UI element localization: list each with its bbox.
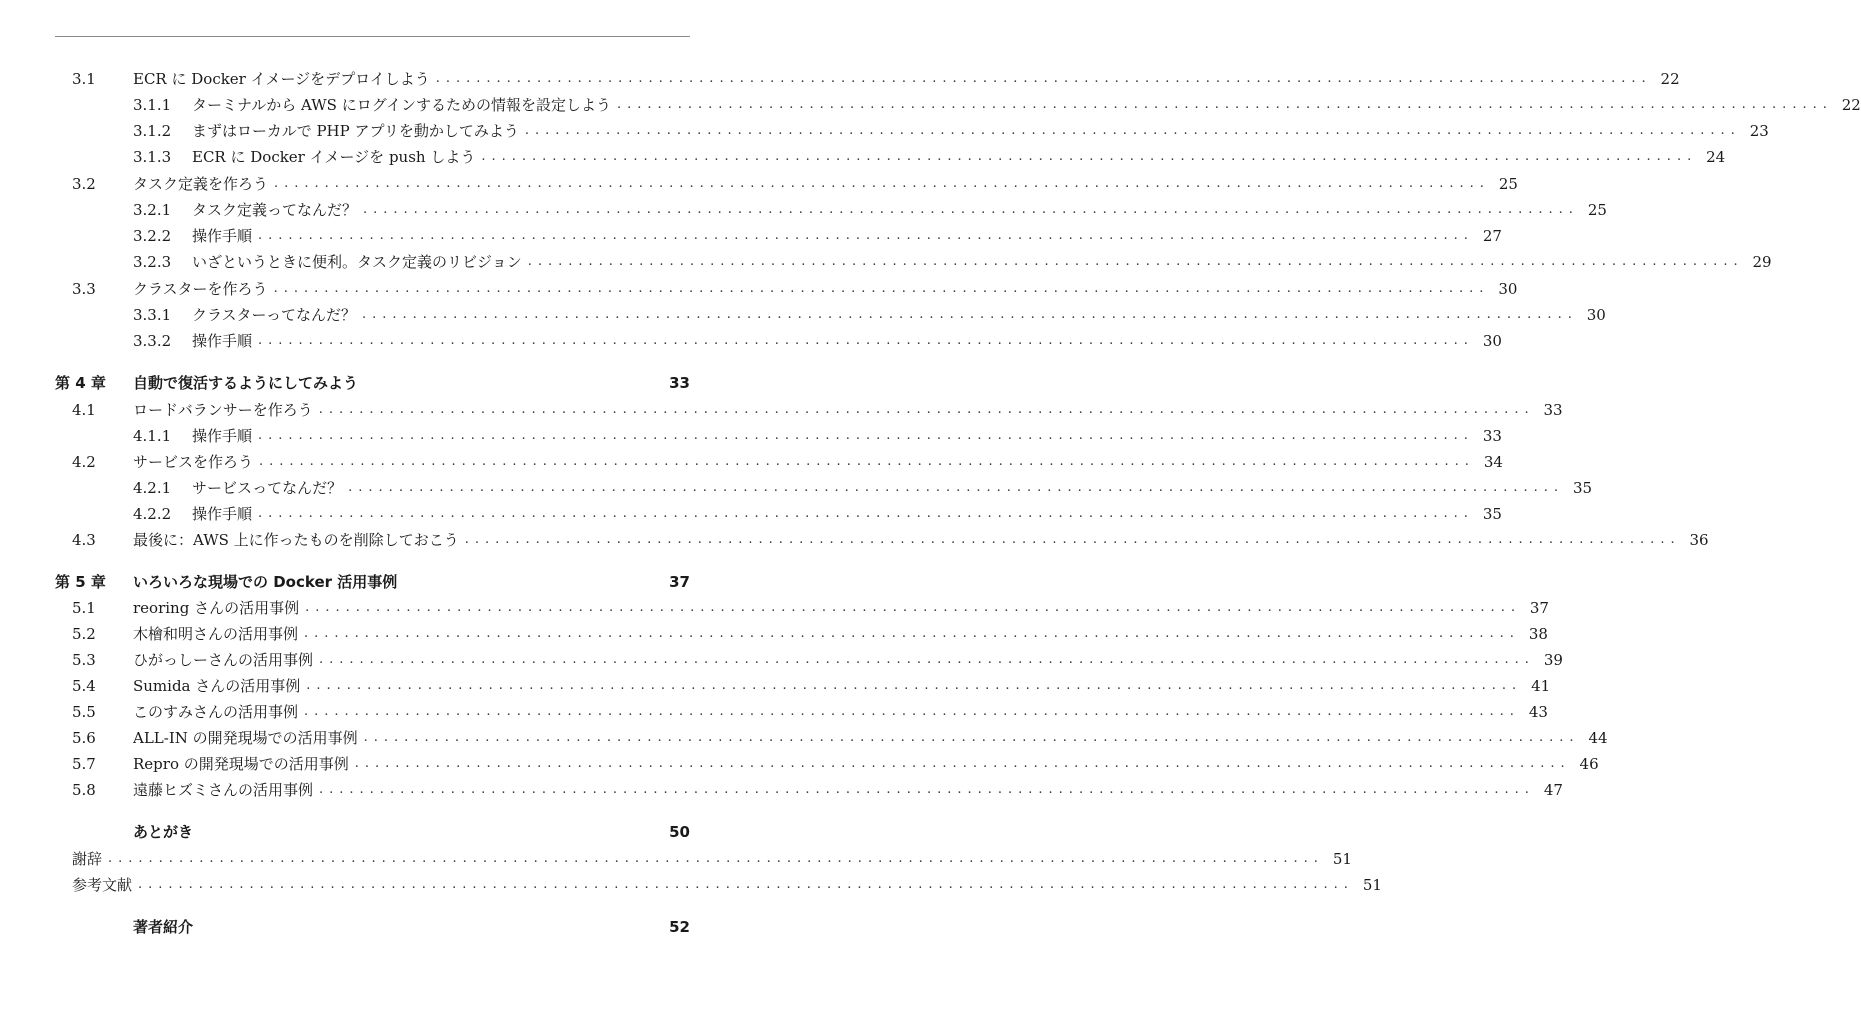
toc-number: 4.2.1 (133, 479, 172, 497)
toc-title: タスク定義ってなんだ？ (192, 201, 358, 219)
toc-page-number: 41 (1531, 677, 1551, 695)
toc-entry (55, 249, 1772, 275)
toc-page-number: 22 (1841, 96, 1861, 114)
toc-page-number: 38 (1528, 625, 1548, 643)
toc-entry (55, 777, 1563, 803)
toc-title: 参考文献 (72, 876, 133, 894)
toc-entry (55, 423, 1502, 449)
toc-page-number: 43 (1528, 703, 1548, 721)
toc-number: 5.3 (72, 651, 96, 669)
toc-leader-dots: ........................................................................................................................ (306, 678, 1523, 693)
toc-entry (55, 501, 1502, 527)
toc-page-number: 51 (1332, 850, 1352, 868)
toc-title: 謝辞 (72, 850, 103, 868)
toc-page-number: 35 (1482, 505, 1502, 523)
toc-number: 5.8 (72, 781, 96, 799)
toc-page-number: 37 (669, 573, 690, 591)
toc-number: 3.2.1 (133, 201, 172, 219)
toc-entry (55, 144, 1726, 170)
toc-title: 操作手順 (192, 332, 253, 350)
toc-entry (55, 118, 1769, 144)
toc-page-number: 50 (669, 823, 690, 841)
toc-page-number: 39 (1543, 651, 1563, 669)
toc-number: 5.7 (72, 755, 96, 773)
toc-page-number: 29 (1752, 253, 1772, 271)
toc-entry (55, 527, 1709, 553)
toc-page-number: 37 (1529, 599, 1549, 617)
toc-page-number: 36 (1689, 531, 1709, 549)
toc-page-number: 22 (1660, 70, 1680, 88)
toc-title: クラスターってなんだ？ (192, 306, 356, 324)
toc-entry (55, 449, 1503, 475)
toc-entry (55, 647, 1563, 673)
toc-title: あとがき (133, 823, 194, 841)
toc-entry (55, 171, 1518, 197)
toc-title: ひがっしーさんの活用事例 (133, 651, 314, 669)
toc-number: 4.3 (72, 531, 96, 549)
toc-entry (55, 751, 1599, 777)
toc-number: 第 4 章 (55, 374, 106, 392)
toc-number: 第 5 章 (55, 573, 106, 591)
toc-title: ECR に Docker イメージを push しよう (192, 148, 476, 166)
toc-number: 5.5 (72, 703, 96, 721)
toc-entry (55, 699, 1548, 725)
toc-leader-dots: ........................................................................................................................ (527, 254, 1744, 269)
toc-entry (55, 328, 1502, 354)
toc-page-number: 25 (1587, 201, 1607, 219)
toc-page-number: 27 (1482, 227, 1502, 245)
toc-title: まずはローカルで PHP アプリを動かしてみよう (192, 122, 519, 140)
toc-leader-dots: ........................................................................................................................ (258, 333, 1474, 348)
toc-leader-dots: ........................................................................................................................ (318, 402, 1535, 417)
toc-entry (55, 66, 1680, 92)
toc-entry (55, 673, 1551, 699)
toc-leader-dots: ........................................................................................................................ (464, 532, 1681, 547)
toc-entry (55, 846, 1352, 872)
toc-entry (55, 370, 690, 396)
toc-entry (55, 276, 1518, 302)
toc-title: タスク定義を作ろう (133, 175, 269, 193)
header-rule (55, 36, 690, 37)
toc-title: ターミナルから AWS にログインするための情報を設定しよう (192, 96, 611, 114)
toc-leader-dots: ........................................................................................................................ (616, 97, 1833, 112)
toc-number: 5.1 (72, 599, 96, 617)
toc-title: 最後に：AWS 上に作ったものを削除しておこう (133, 531, 459, 549)
toc-page-number: 35 (1572, 479, 1593, 497)
toc-title: 遠藤ヒズミさんの活用事例 (133, 781, 314, 799)
toc-title: サービスってなんだ？ (192, 479, 343, 497)
toc-number: 5.2 (72, 625, 96, 643)
toc-title: サービスを作ろう (133, 453, 254, 471)
toc-page-number: 33 (1482, 427, 1502, 445)
toc-title: reoring さんの活用事例 (133, 599, 300, 617)
toc-title: 操作手順 (192, 227, 253, 245)
toc-title: 著者紹介 (133, 918, 194, 936)
toc-number: 4.2 (72, 453, 96, 471)
toc-page-number: 47 (1543, 781, 1563, 799)
toc-number: 5.4 (72, 677, 96, 695)
toc-leader-dots: ........................................................................................................................ (304, 626, 1520, 641)
toc-number: 4.2.2 (133, 505, 172, 523)
toc-number: 3.3 (72, 280, 96, 298)
toc-page-number: 30 (1482, 332, 1502, 350)
toc-title: ECR に Docker イメージをデプロイしよう (133, 70, 430, 88)
toc-number: 4.1.1 (133, 427, 172, 445)
toc-page-number: 46 (1579, 755, 1599, 773)
toc-number: 3.1.2 (133, 122, 172, 140)
toc-leader-dots: ........................................................................................................................ (319, 782, 1535, 797)
toc-entry (55, 872, 1382, 898)
toc-leader-dots: ........................................................................................................................ (435, 71, 1652, 86)
toc-title: 自動で復活するようにしてみよう (133, 374, 359, 392)
toc-entry (55, 197, 1607, 223)
toc-page-number: 23 (1749, 122, 1769, 140)
toc-number: 3.2.2 (133, 227, 172, 245)
toc-title: ロードバランサーを作ろう (133, 401, 313, 419)
toc-page-number: 30 (1586, 306, 1606, 324)
toc-entry (55, 223, 1502, 249)
toc-entry (55, 621, 1548, 647)
toc-leader-dots: ........................................................................................................................ (361, 307, 1578, 322)
toc-page-number: 34 (1483, 453, 1503, 471)
toc-entry (55, 302, 1606, 328)
toc-title: 木檜和明さんの活用事例 (133, 625, 299, 643)
toc-title: Sumida さんの活用事例 (133, 677, 301, 695)
toc-leader-dots: ........................................................................................................................ (258, 428, 1474, 443)
toc-page-number: 33 (1543, 401, 1563, 419)
toc-page-number: 51 (1362, 876, 1382, 894)
toc-title: クラスターを作ろう (133, 280, 268, 298)
toc-leader-dots: ........................................................................................................................ (258, 506, 1474, 521)
toc-page-number: 24 (1706, 148, 1726, 166)
toc-title: このすみさんの活用事例 (133, 703, 299, 721)
toc-leader-dots: ........................................................................................................................ (274, 176, 1490, 191)
toc-leader-dots: ........................................................................................................................ (348, 480, 1565, 495)
toc-leader-dots: ........................................................................................................................ (363, 730, 1580, 745)
toc-page-number: 30 (1498, 280, 1518, 298)
toc-page-number: 25 (1498, 175, 1518, 193)
toc-title: いざというときに便利。タスク定義のリビジョン (192, 253, 522, 271)
toc-title: ALL-IN の開発現場での活用事例 (133, 729, 358, 747)
toc-leader-dots: ........................................................................................................................ (305, 600, 1521, 615)
toc-title: いろいろな現場での Docker 活用事例 (133, 573, 398, 591)
toc-page-number: 44 (1588, 729, 1608, 747)
toc-leader-dots: ........................................................................................................................ (481, 149, 1698, 164)
toc-leader-dots: ........................................................................................................................ (108, 851, 1324, 866)
toc-entry (55, 92, 1861, 118)
toc-leader-dots: ........................................................................................................................ (273, 281, 1490, 296)
toc-number: 3.3.2 (133, 332, 172, 350)
toc-number: 3.1.1 (133, 96, 172, 114)
toc-title: Repro の開発現場での活用事例 (133, 755, 349, 773)
toc-title: 操作手順 (192, 427, 253, 445)
toc-leader-dots: ........................................................................................................................ (138, 877, 1354, 892)
toc-page-number: 52 (669, 918, 690, 936)
toc-leader-dots: ........................................................................................................................ (524, 123, 1741, 138)
toc-leader-dots: ........................................................................................................................ (259, 454, 1475, 469)
toc-number: 3.3.1 (133, 306, 172, 324)
toc-leader-dots: ........................................................................................................................ (304, 704, 1520, 719)
toc-leader-dots: ........................................................................................................................ (354, 756, 1571, 771)
toc-entry (55, 595, 1549, 621)
toc-number: 3.1.3 (133, 148, 172, 166)
toc-entry (55, 819, 690, 845)
toc-leader-dots: ........................................................................................................................ (319, 652, 1535, 667)
toc-entry (55, 914, 690, 940)
toc-entry (55, 725, 1608, 751)
toc-leader-dots: ........................................................................................................................ (363, 202, 1579, 217)
toc-number: 3.1 (72, 70, 96, 88)
toc-title: 操作手順 (192, 505, 253, 523)
toc-number: 5.6 (72, 729, 96, 747)
toc-page-number: 33 (669, 374, 690, 392)
toc-number: 3.2.3 (133, 253, 172, 271)
toc-leader-dots: ........................................................................................................................ (258, 228, 1474, 243)
toc-entry (55, 475, 1593, 501)
toc-entry (55, 569, 690, 595)
toc-entry (55, 397, 1563, 423)
toc-number: 4.1 (72, 401, 96, 419)
toc-number: 3.2 (72, 175, 96, 193)
